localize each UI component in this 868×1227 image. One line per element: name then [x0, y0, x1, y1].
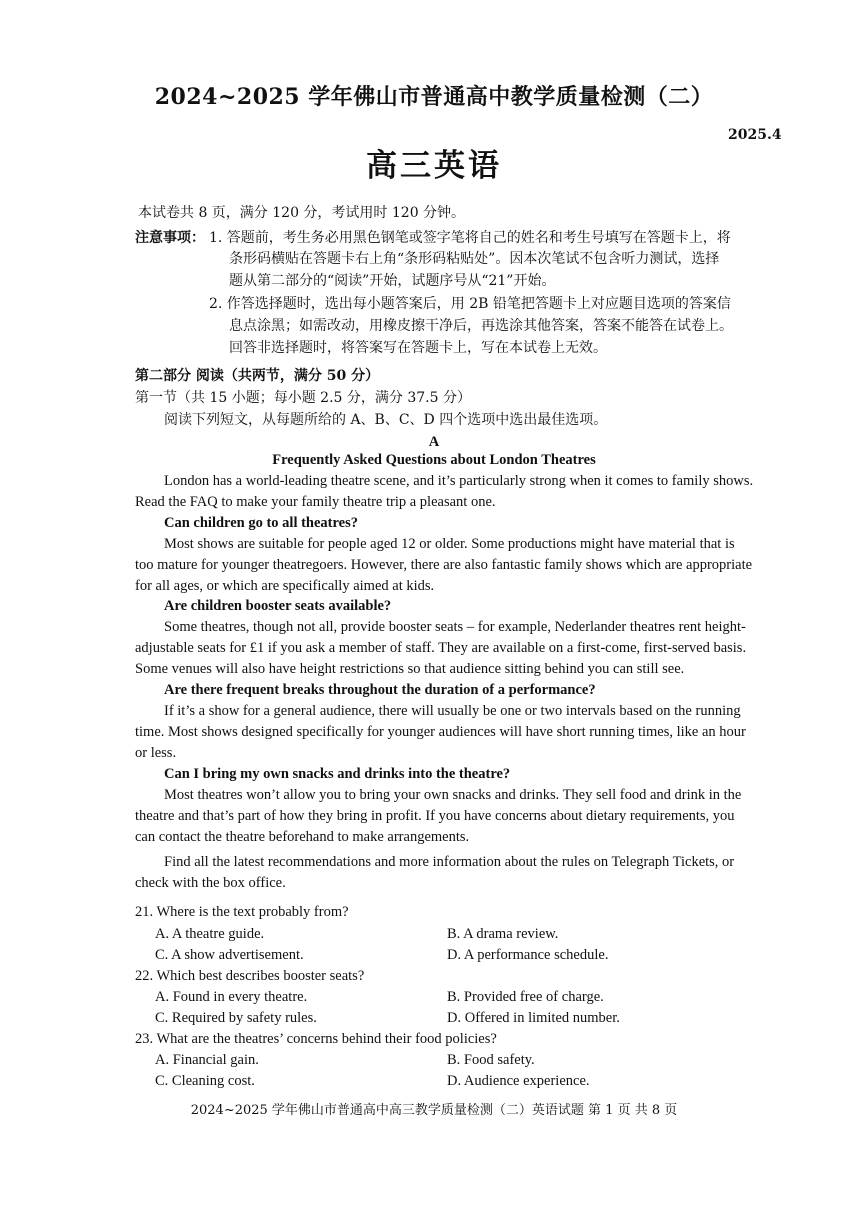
question-21-stem: 21. Where is the text probably from? — [135, 904, 349, 920]
question-21-option-c: C. A show advertisement. — [155, 947, 304, 963]
exam-date: 2025.4 — [728, 127, 782, 143]
faq-answer-2-line-1: Some theatres, though not all, provide booster seats – for example, Nederlander theatres rent height- — [164, 619, 746, 635]
passage-closing-line-1: Find all the latest recommendations and more information about the rules on Telegraph Tickets, or — [164, 854, 735, 870]
faq-question-4: Can I bring my own snacks and drinks into the theatre? — [164, 766, 511, 782]
question-21-option-a: A. A theatre guide. — [155, 926, 265, 942]
faq-answer-4-line-1: Most theatres won’t allow you to bring your own snacks and drinks. They sell food and drink in the — [164, 787, 742, 803]
passage-title: Frequently Asked Questions about London Theatres — [272, 452, 596, 468]
faq-answer-1-line-3: for all ages, or which are specifically aimed at kids. — [135, 578, 435, 594]
passage-intro-line-2: Read the FAQ to make your family theatre trip a pleasant one. — [135, 494, 496, 510]
faq-answer-2-line-3: Some venues will also have height restrictions so that audience sitting behind you can still see. — [135, 661, 685, 677]
question-22-option-d: D. Offered in limited number. — [447, 1010, 620, 1026]
faq-answer-1-line-2: too mature for younger theatregoers. However, there are also fantastic family shows which are appropriate — [135, 557, 753, 573]
note-2-line-2: 息点涂黑；如需改动，用橡皮擦干净后，再选涂其他答案，答案不能答在试卷上。 — [229, 318, 733, 334]
notes-label: 注意事项： — [135, 230, 205, 246]
faq-answer-3-line-1: If it’s a show for a general audience, there will usually be one or two intervals based on the running — [164, 703, 741, 719]
question-23-option-c: C. Cleaning cost. — [155, 1073, 255, 1089]
note-1-line-3: 题从第二部分的“阅读”开始，试题序号从“21”开始。 — [229, 273, 556, 289]
faq-answer-1-line-1: Most shows are suitable for people aged 12 or older. Some productions might have material that is — [164, 536, 735, 552]
note-1-line-1: 1. 答题前，考生务必用黑色钢笔或签字笔将自己的姓名和考生号填写在答题卡上，将 — [209, 230, 731, 246]
section-direction: 阅读下列短文，从每题所给的 A、B、C、D 四个选项中选出最佳选项。 — [164, 412, 608, 428]
subject-title: 高三英语 — [366, 148, 502, 184]
faq-question-2: Are children booster seats available? — [164, 598, 392, 614]
page-footer: 2024~2025 学年佛山市普通高中高三教学质量检测（二）英语试题 第 1 页 共 8 页 — [190, 1103, 678, 1118]
question-23-option-d: D. Audience experience. — [447, 1073, 590, 1089]
exam-title: 2024~2025 学年佛山市普通高中教学质量检测（二） — [154, 84, 714, 110]
passage-label: A — [428, 434, 440, 450]
faq-answer-4-line-2: theatre and that’s part of how they bring in profit. If you have concerns about dietary requirements, you — [135, 808, 735, 824]
passage-intro-line-1: London has a world-leading theatre scene, and it’s particularly strong when it comes to family shows. — [164, 473, 754, 489]
question-23-option-a: A. Financial gain. — [155, 1052, 259, 1068]
question-23-stem: 23. What are the theatres’ concerns behind their food policies? — [135, 1031, 497, 1047]
subsection-heading: 第一节（共 15 小题；每小题 2.5 分，满分 37.5 分） — [135, 390, 471, 406]
faq-question-1: Can children go to all theatres? — [164, 515, 359, 531]
passage-closing-line-2: check with the box office. — [135, 875, 286, 891]
question-22-option-a: A. Found in every theatre. — [155, 989, 308, 1005]
faq-answer-2-line-2: adjustable seats for £1 if you ask a member of staff. They are available on a first-come, first-served basis. — [135, 640, 747, 656]
faq-answer-3-line-3: or less. — [135, 745, 177, 761]
exam-intro: 本试卷共 8 页，满分 120 分，考试用时 120 分钟。 — [138, 205, 466, 221]
question-22-option-b: B. Provided free of charge. — [447, 989, 604, 1005]
part-heading: 第二部分 阅读（共两节，满分 50 分） — [135, 368, 380, 384]
question-21-option-b: B. A drama review. — [447, 926, 559, 942]
question-21-option-d: D. A performance schedule. — [447, 947, 609, 963]
note-1-line-2: 条形码横贴在答题卡右上角“条形码粘贴处”。因本次笔试不包含听力测试，选择 — [229, 251, 720, 267]
faq-answer-4-line-3: can contact the theatre beforehand to make arrangements. — [135, 829, 470, 845]
faq-question-3: Are there frequent breaks throughout the duration of a performance? — [164, 682, 596, 698]
note-2-line-3: 回答非选择题时，将答案写在答题卡上，写在本试卷上无效。 — [229, 340, 607, 356]
question-22-option-c: C. Required by safety rules. — [155, 1010, 317, 1026]
question-22-stem: 22. Which best describes booster seats? — [135, 968, 365, 984]
faq-answer-3-line-2: time. Most shows designed specifically for younger audiences will have short running times, like an hour — [135, 724, 746, 740]
question-23-option-b: B. Food safety. — [447, 1052, 535, 1068]
note-2-line-1: 2. 作答选择题时，选出每小题答案后，用 2B 铅笔把答题卡上对应题目选项的答案信 — [209, 296, 731, 312]
